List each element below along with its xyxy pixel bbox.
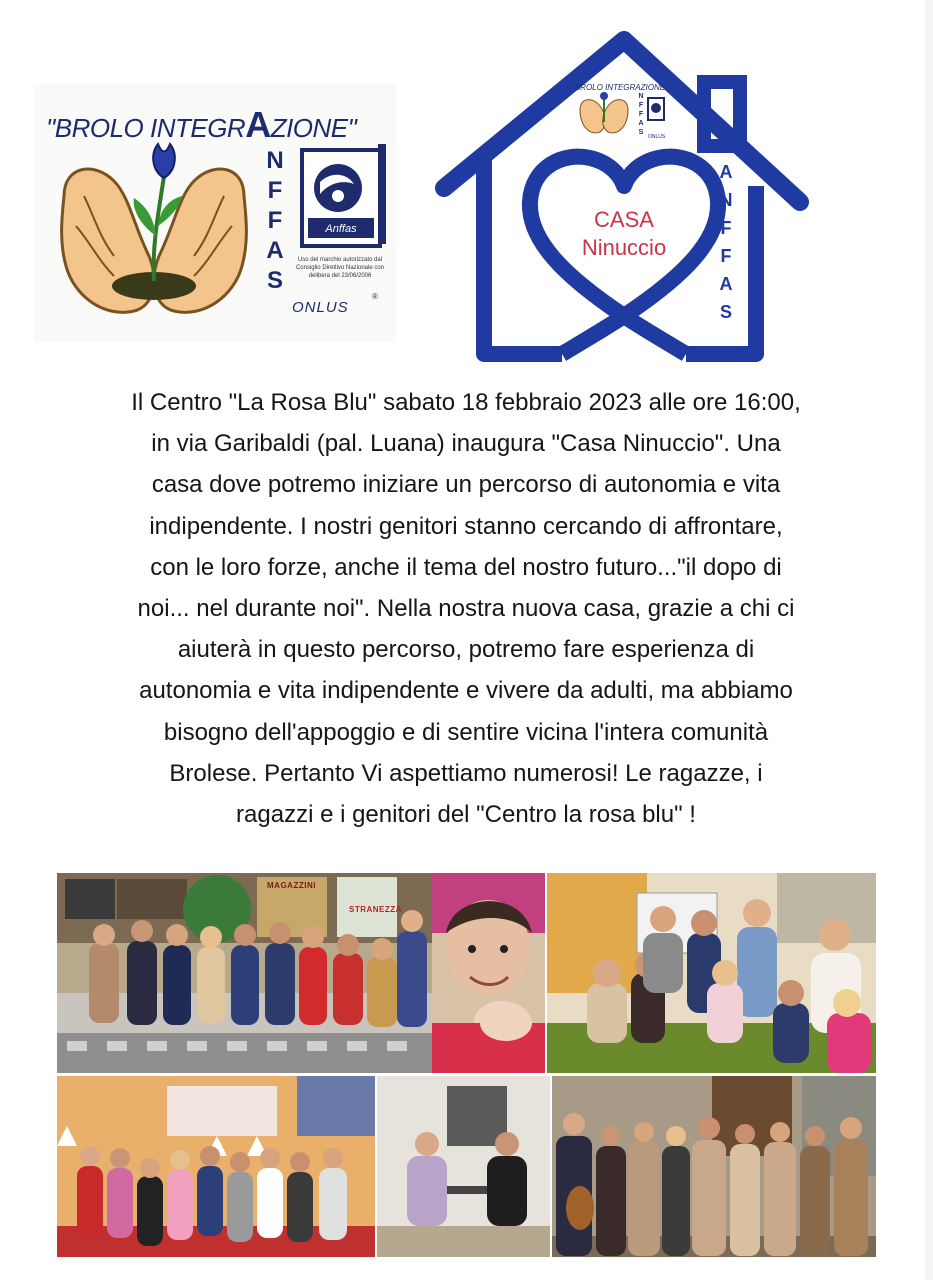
logo-title: "BROLO INTEGRAZIONE" — [46, 104, 357, 145]
hands-flower-icon — [54, 136, 254, 336]
authorization-note: Uso del marchio autorizzato dal Consiglio Direttivo Nazionale con delibera del 23/06/2006 — [295, 257, 385, 279]
brolo-integrazione-logo — [34, 84, 396, 342]
text-line: noi... nel durante noi". Nella nostra nuova casa, grazie a chi ci — [137, 595, 795, 623]
photo-group-table — [547, 873, 876, 1073]
letter: A — [719, 274, 733, 294]
book-label: Anffas — [325, 223, 357, 235]
photo-party-room — [57, 1076, 375, 1257]
text-line: ragazzi e i genitori del "Centro la rosa blu" ! — [236, 801, 696, 829]
photo-collage — [57, 873, 876, 1257]
announcement-text — [26, 382, 906, 835]
text-line: Il Centro "La Rosa Blu" sabato 18 febbraio 2023 alle ore 16:00, — [131, 389, 801, 416]
registered-mark: ® — [372, 292, 378, 301]
photo-group-outdoor — [57, 873, 432, 1073]
photo-costume-group — [552, 1076, 876, 1257]
letter: S — [638, 129, 644, 136]
letter: A — [719, 162, 733, 182]
letter: A — [266, 237, 284, 264]
letter: F — [720, 246, 732, 266]
casa-line: CASA — [594, 207, 654, 232]
letter: F — [720, 218, 732, 238]
sign-text: MAGAZZINI — [267, 881, 316, 890]
anffas-vertical-letters — [260, 146, 290, 296]
text-line: indipendente. I nostri genitori stanno cercando di affrontare, — [149, 512, 783, 540]
onlus-label: ONLUS — [292, 299, 349, 316]
page-edge — [925, 0, 933, 1280]
anffas-vertical-letters — [714, 158, 738, 326]
house-heart-icon — [434, 26, 814, 370]
letter: A — [638, 120, 644, 127]
letter: F — [267, 177, 283, 204]
text-line: in via Garibaldi (pal. Luana) inaugura "Casa Ninuccio". Una — [151, 430, 781, 458]
letter: N — [266, 147, 284, 174]
photo-portrait — [432, 873, 545, 1073]
letter: F — [267, 207, 283, 234]
photo-two-women — [377, 1076, 550, 1257]
text-line: bisogno dell'appoggio e di sentire vicina l'intera comunità — [163, 718, 769, 746]
text-line: autonomia e vita indipendente e vivere da adulti, ma abbiamo — [139, 677, 793, 705]
text-line: aiuterà in questo percorso, potremo fare esperienza di — [177, 636, 755, 664]
letter: S — [266, 267, 283, 294]
anffas-book-icon — [298, 142, 390, 254]
text-line: casa dove potremo iniziare un percorso di autonomia e vita — [151, 471, 781, 499]
letter: F — [638, 102, 644, 109]
text-line: Brolese. Pertanto Vi aspettiamo numerosi! Le ragazze, i — [169, 759, 763, 787]
letter: N — [638, 93, 644, 100]
mini-logo-title: "BROLO INTEGRAZIONE" — [572, 83, 668, 92]
letter: S — [719, 302, 732, 322]
letter: F — [638, 111, 644, 118]
mini-onlus: ONLUS — [648, 134, 666, 140]
mini-anffas-letters — [636, 92, 646, 137]
letter: N — [719, 190, 733, 210]
text-line: con le loro forze, anche il tema del nostro futuro..."il dopo di — [150, 553, 782, 581]
casa-ninuccio-logo — [434, 26, 814, 370]
casa-ninuccio-text — [549, 206, 699, 262]
ninuccio-line: Ninuccio — [581, 235, 667, 260]
sign-text: STRANEZZA — [349, 905, 402, 914]
